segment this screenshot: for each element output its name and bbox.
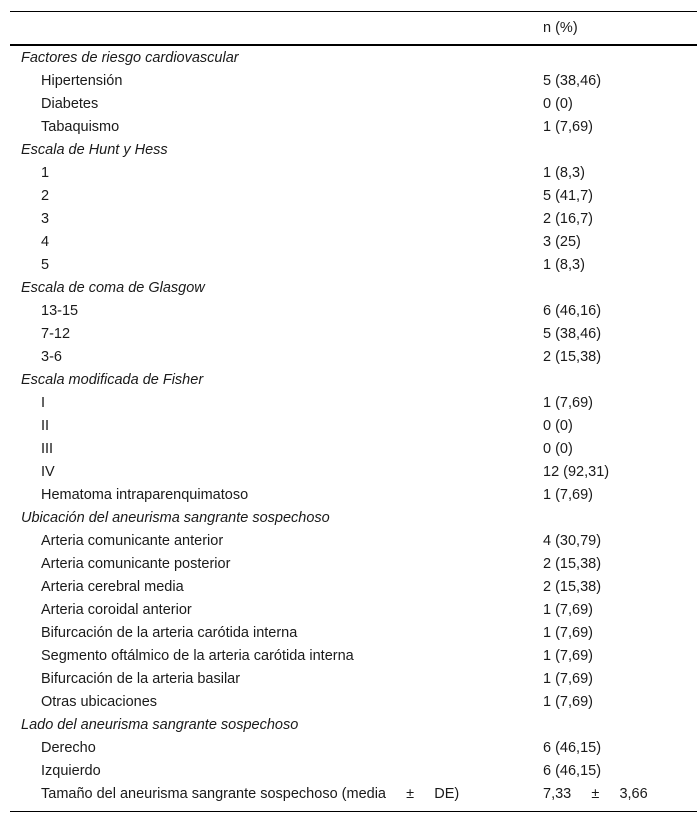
table-row xyxy=(10,553,697,576)
row-label: Hipertensión xyxy=(41,73,123,89)
section-title: Ubicación del aneurisma sangrante sospechoso xyxy=(21,510,330,526)
row-value: 6 (46,15) xyxy=(543,740,602,756)
row-label: Hematoma intraparenquimatoso xyxy=(41,487,249,503)
table-row xyxy=(10,93,697,116)
row-label: III xyxy=(41,441,54,457)
row-label: Arteria coroidal anterior xyxy=(41,602,192,618)
table-row xyxy=(10,392,697,415)
row-value: 2 (15,38) xyxy=(543,579,602,595)
row-value: 1 (7,69) xyxy=(543,694,593,710)
table-row xyxy=(10,668,697,691)
row-label: 13-15 xyxy=(41,303,79,319)
row-value: 1 (7,69) xyxy=(543,671,593,687)
table-section xyxy=(10,714,697,806)
table-body xyxy=(10,47,697,806)
section-title: Lado del aneurisma sangrante sospechoso xyxy=(21,717,299,733)
table-row xyxy=(10,323,697,346)
table-section xyxy=(10,139,697,277)
row-label: Segmento oftálmico de la arteria carótida interna xyxy=(41,648,354,664)
row-label: Diabetes xyxy=(41,96,99,112)
row-value: 3 (25) xyxy=(543,234,581,250)
table-row xyxy=(10,599,697,622)
row-value: 1 (7,69) xyxy=(543,487,593,503)
table-row xyxy=(10,208,697,231)
table-section xyxy=(10,507,697,714)
row-label: 5 xyxy=(41,257,50,273)
row-label: Izquierdo xyxy=(41,763,101,779)
row-label: 2 xyxy=(41,188,50,204)
table-section xyxy=(10,47,697,139)
row-value: 5 (41,7) xyxy=(543,188,593,204)
table-row xyxy=(10,691,697,714)
table-row xyxy=(10,461,697,484)
row-label: 1 xyxy=(41,165,50,181)
table-row xyxy=(10,438,697,461)
table-row xyxy=(10,415,697,438)
row-label: Arteria cerebral media xyxy=(41,579,184,595)
row-value: 1 (7,69) xyxy=(543,119,593,135)
row-value: 2 (15,38) xyxy=(543,349,602,365)
table-row xyxy=(10,484,697,507)
table-row xyxy=(10,346,697,369)
row-label: 3 xyxy=(41,211,50,227)
row-value: 1 (8,3) xyxy=(543,165,585,181)
section-title: Escala modificada de Fisher xyxy=(21,372,204,388)
table-row xyxy=(10,576,697,599)
row-label: Bifurcación de la arteria basilar xyxy=(41,671,241,687)
table-row xyxy=(10,622,697,645)
row-label: 4 xyxy=(41,234,50,250)
row-value: 12 (92,31) xyxy=(543,464,610,480)
row-label: Arteria comunicante anterior xyxy=(41,533,224,549)
row-value: 4 (30,79) xyxy=(543,533,602,549)
row-value: 0 (0) xyxy=(543,96,573,112)
data-table xyxy=(10,11,697,812)
header-value-column: n (%) xyxy=(543,20,578,36)
row-value: 1 (7,69) xyxy=(543,648,593,664)
row-value: 0 (0) xyxy=(543,418,573,434)
row-label: IV xyxy=(41,464,55,480)
table-row xyxy=(10,70,697,93)
row-value: 6 (46,15) xyxy=(543,763,602,779)
table-section xyxy=(10,369,697,507)
row-value: 1 (8,3) xyxy=(543,257,585,273)
row-value: 5 (38,46) xyxy=(543,326,602,342)
table-row xyxy=(10,116,697,139)
table-row xyxy=(10,300,697,323)
table-row xyxy=(10,254,697,277)
section-title: Escala de coma de Glasgow xyxy=(21,280,205,296)
row-label: Otras ubicaciones xyxy=(41,694,158,710)
section-title: Escala de Hunt y Hess xyxy=(21,142,168,158)
row-value: 1 (7,69) xyxy=(543,625,593,641)
row-label: I xyxy=(41,395,46,411)
row-value: 5 (38,46) xyxy=(543,73,602,89)
row-value: 2 (15,38) xyxy=(543,556,602,572)
table-header-row xyxy=(10,12,697,46)
table-row xyxy=(10,185,697,208)
row-value: 1 (7,69) xyxy=(543,602,593,618)
row-value: 7,33 ± 3,66 xyxy=(543,786,648,802)
table-row xyxy=(10,231,697,254)
table-row xyxy=(10,783,697,806)
row-label: 7-12 xyxy=(41,326,71,342)
table-row xyxy=(10,760,697,783)
row-label: Derecho xyxy=(41,740,96,756)
row-value: 0 (0) xyxy=(543,441,573,457)
row-label: II xyxy=(41,418,50,434)
row-value: 1 (7,69) xyxy=(543,395,593,411)
row-label: Arteria comunicante posterior xyxy=(41,556,231,572)
table-row xyxy=(10,645,697,668)
row-label: Bifurcación de la arteria carótida interna xyxy=(41,625,298,641)
table-row xyxy=(10,530,697,553)
row-label: Tamaño del aneurisma sangrante sospechoso (media ± DE) xyxy=(41,786,460,802)
section-title: Factores de riesgo cardiovascular xyxy=(21,50,239,66)
row-label: 3-6 xyxy=(41,349,62,365)
row-value: 2 (16,7) xyxy=(543,211,593,227)
table-row xyxy=(10,737,697,760)
table-row xyxy=(10,162,697,185)
row-label: Tabaquismo xyxy=(41,119,120,135)
row-value: 6 (46,16) xyxy=(543,303,602,319)
table-section xyxy=(10,277,697,369)
